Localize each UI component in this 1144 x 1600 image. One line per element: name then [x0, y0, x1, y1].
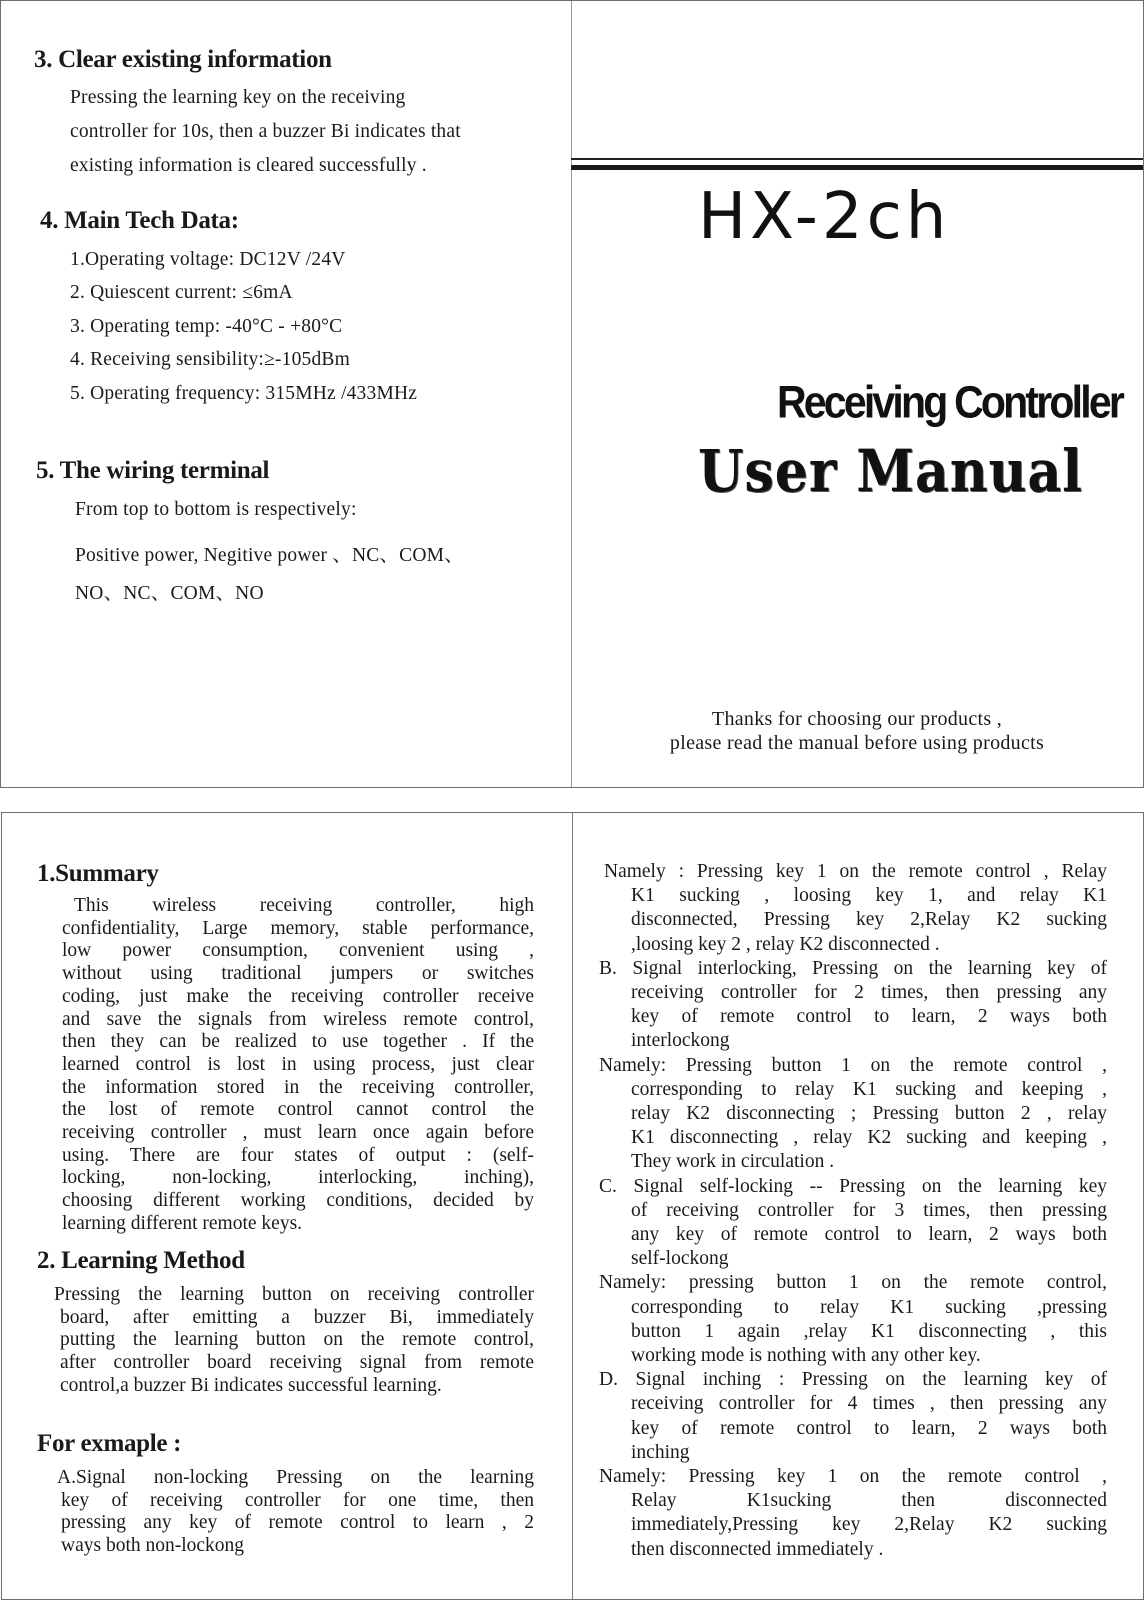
cover-rule-thick — [571, 165, 1143, 170]
text-line: after controller board receiving signal from remote — [60, 1352, 534, 1374]
mode-paragraph — [599, 1175, 1107, 1272]
wiring-line: From top to bottom is respectively: — [75, 499, 357, 520]
text-line: Namely: pressing button 1 on the remote control, — [599, 1272, 1107, 1294]
clear-info-line: Pressing the learning key on the receiving — [70, 87, 406, 108]
text-line: relay K2 disconnecting ; Pressing button 2 , relay — [631, 1103, 1107, 1125]
text-line: K1 sucking , loosing key 1, and relay K1 — [631, 885, 1107, 907]
mode-paragraph — [599, 1271, 1107, 1368]
text-line: confidentiality, Large memory, stable performance, — [62, 917, 534, 939]
text-line: pressing any key of remote control to learn , 2 — [61, 1512, 534, 1534]
text-line: the lost of remote control cannot control the — [62, 1099, 534, 1121]
tech-data-item: 4. Receiving sensibility:≥-105dBm — [70, 349, 350, 370]
text-line: key of remote control to learn, 2 ways both — [631, 1417, 1107, 1439]
cover-title: User Manual — [698, 437, 1083, 505]
fold-line — [572, 813, 573, 1599]
text-line: D. Signal inching : Pressing on the learning key of — [599, 1369, 1107, 1391]
learning-text — [54, 1284, 534, 1398]
model-name: HX-2ch — [698, 180, 951, 254]
heading-wiring-terminal: 5. The wiring terminal — [36, 457, 270, 484]
text-line: K1 disconnecting , relay K2 sucking and keeping , — [631, 1127, 1107, 1149]
heading-summary: 1.Summary — [37, 860, 159, 887]
text-line: and save the signals from wireless remote control, — [62, 1008, 534, 1030]
text-line: ,loosing key 2 , relay K2 disconnected . — [631, 933, 940, 955]
thanks-line: Thanks for choosing our products , — [711, 708, 1003, 730]
mode-paragraph — [599, 1465, 1107, 1562]
text-line: working mode is nothing with any other key. — [631, 1345, 981, 1367]
text-line: immediately,Pressing key 2,Relay K2 sucking — [631, 1514, 1107, 1536]
text-line: button 1 again ,relay K1 disconnecting , this — [631, 1320, 1107, 1342]
mode-paragraph — [599, 1368, 1107, 1465]
clear-info-line: existing information is cleared successfully . — [70, 155, 427, 176]
text-line: interlockong — [631, 1030, 730, 1052]
text-line: of receiving controller for 3 times, then pressing — [631, 1199, 1107, 1221]
text-line: self-lockong — [631, 1248, 729, 1270]
text-line: Relay K1sucking then disconnected — [631, 1490, 1107, 1512]
heading-example: For exmaple : — [37, 1430, 182, 1457]
fold-line — [571, 1, 572, 787]
cover-subtitle: Receiving Controller — [777, 377, 1122, 428]
text-line: Pressing the learning button on receiving controller — [54, 1284, 534, 1305]
text-line: corresponding to relay K1 sucking ,pressing — [631, 1296, 1107, 1318]
text-line: choosing different working conditions, decided by — [62, 1190, 534, 1212]
text-line: disconnected, Pressing key 2,Relay K2 sucking — [631, 909, 1107, 931]
text-line: A.Signal non-locking Pressing on the learning — [57, 1467, 534, 1488]
text-line: corresponding to relay K1 sucking and keeping , — [631, 1078, 1107, 1100]
text-line: low power consumption, convenient using , — [62, 940, 534, 962]
clear-info-line: controller for 10s, then a buzzer Bi indicates that — [70, 121, 461, 142]
modes-text — [599, 860, 1107, 1562]
text-line: key of remote control to learn, 2 ways both — [631, 1006, 1107, 1028]
thanks-line: please read the manual before using products — [669, 732, 1045, 754]
text-line: learned control is lost in using process, just clear — [62, 1053, 534, 1075]
wiring-line: NO、NC、COM、NO — [75, 583, 264, 604]
summary-text — [62, 895, 534, 1236]
text-line: using. There are four states of output : (self- — [62, 1144, 534, 1166]
mode-paragraph — [599, 1054, 1107, 1175]
heading-tech-data: 4. Main Tech Data: — [40, 207, 239, 234]
text-line: B. Signal interlocking, Pressing on the learning key of — [599, 957, 1107, 979]
example-text — [57, 1467, 534, 1558]
heading-clear-info: 3. Clear existing information — [34, 46, 332, 73]
text-line: learning different remote keys. — [62, 1212, 303, 1234]
tech-data-item: 1.Operating voltage: DC12V /24V — [70, 249, 346, 270]
text-line: putting the learning button on the remote control, — [60, 1329, 534, 1351]
text-line: They work in circulation . — [631, 1151, 835, 1173]
text-line: key of receiving controller for one time, then — [61, 1489, 534, 1511]
text-line: without using traditional jumpers or switches — [62, 963, 534, 985]
heading-learning-method: 2. Learning Method — [37, 1247, 245, 1274]
text-line: ways both non-lockong — [61, 1535, 245, 1557]
text-line: receiving controller , must learn once again before — [62, 1122, 534, 1144]
text-line: then disconnected immediately . — [631, 1538, 884, 1560]
text-line: control,a buzzer Bi indicates successful learning. — [60, 1374, 442, 1396]
mode-paragraph — [599, 957, 1107, 1054]
tech-data-item: 5. Operating frequency: 315MHz /433MHz — [70, 383, 418, 404]
text-line: board, after emitting a buzzer Bi, immediately — [60, 1306, 534, 1328]
text-line: receiving controller for 4 times , then pressing any — [631, 1393, 1107, 1415]
text-line: Namely: Pressing key 1 on the remote control , — [599, 1466, 1107, 1488]
text-line: Namely: Pressing button 1 on the remote control , — [599, 1054, 1107, 1076]
text-line: any key of remote control to learn, 2 ways both — [631, 1224, 1107, 1246]
text-line: inching — [631, 1441, 690, 1463]
tech-data-item: 3. Operating temp: -40°C - +80°C — [70, 316, 343, 337]
text-line: Namely : Pressing key 1 on the remote control , Relay — [604, 861, 1107, 882]
text-line: then they can be realized to use together . If the — [62, 1031, 534, 1053]
text-line: receiving controller for 2 times, then pressing any — [631, 982, 1107, 1004]
text-line: coding, just make the receiving controller receive — [62, 985, 534, 1007]
wiring-line: Positive power, Negitive power 、NC、COM、 — [75, 545, 464, 566]
cover-rule-thin — [571, 158, 1143, 160]
text-line: locking, non-locking, interlocking, inching), — [62, 1167, 534, 1189]
tech-data-item: 2. Quiescent current: ≤6mA — [70, 282, 293, 303]
text-line: the information stored in the receiving controller, — [62, 1076, 534, 1098]
mode-paragraph — [604, 860, 1107, 957]
text-line: This wireless receiving controller, high — [74, 895, 534, 916]
text-line: C. Signal self-locking -- Pressing on the learning key — [599, 1175, 1107, 1197]
